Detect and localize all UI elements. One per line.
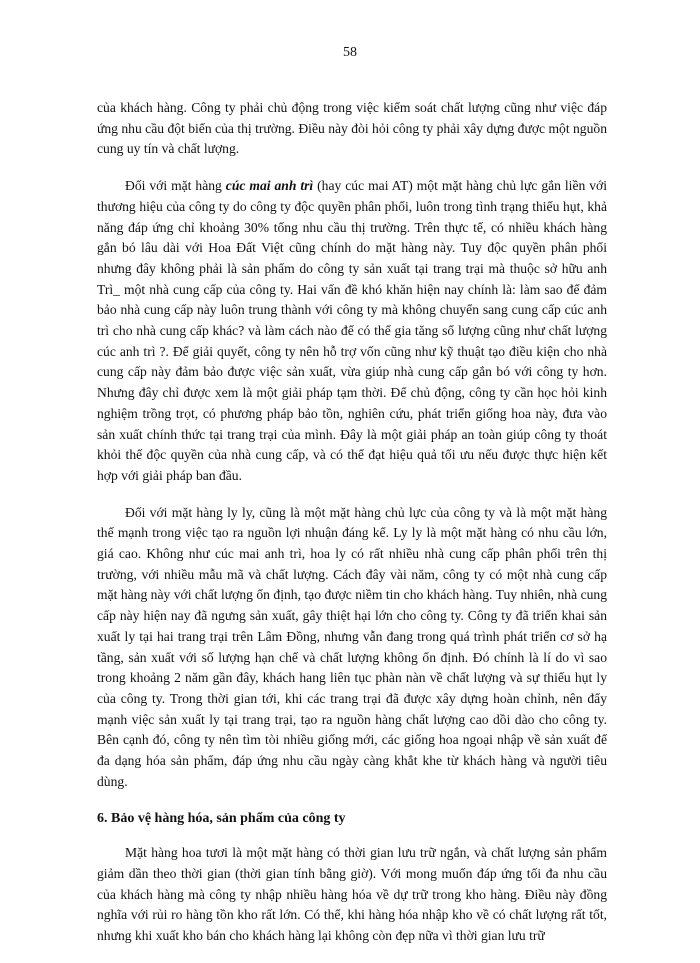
paragraph-2 [97, 176, 607, 487]
paragraph-4: Mặt hàng hoa tươi là một mặt hàng có thời gian lưu trữ ngắn, và chất lượng sản phẩm giảm dần theo thời gian (thời gian tính bằng giờ). Với mong muốn đáp ứng tối đa nhu cầu của khách hàng mà công ty nhập nhiều hàng hóa về dự trữ trong kho hàng. Điều này đồng nghĩa với rủi ro hàng tồn kho rất lớn. Có thể, khi hàng hóa nhập kho về có chất lượng rất tốt, nhưng khi xuất kho bán cho khách hàng lại không còn đẹp nữa vì thời gian lưu trữ [97, 845, 607, 944]
document-body [97, 98, 607, 963]
paragraph-3: Đối với mặt hàng ly ly, cũng là một mặt hàng chủ lực của công ty và là một mặt hàng thế mạnh trong việc tạo ra nguồn lợi nhuận đáng kể. Ly ly là một mặt hàng có nhu cầu lớn, giá cao. Không như cúc mai anh trì, hoa ly có rất nhiều nhà cung cấp phân phối trên thị trường, với nhiều mẫu mã và chất lượng. Cách đây vài năm, công ty có một nhà cung cấp mặt hàng này với chất lượng ổn định, tạo được niềm tin cho khách hàng. Tuy nhiên, nhà cung cấp này hiện nay đã ngưng sản xuất, gây thiệt hại lớn cho công ty. Công ty đã triển khai sản xuất ly tại hai trang trại trên Lâm Đồng, nhưng vẫn đang trong quá trình phát triển cơ sở hạ tầng, sản xuất với số lượng hạn chế và chất lượng không ổn định. Đó chính là lí do vì sao trong khoảng 2 năm gần đây, khách hang liên tục phàn nàn về chất lượng và sự thiếu hụt ly của công ty. Trong thời gian tới, khi các trang trại đã được xây dựng hoàn chỉnh, nên đẩy mạnh việc sản xuất ly tại trang trại, tạo ra nguồn hàng chất lượng cao dồi dào cho công ty. Bên cạnh đó, công ty nên tìm tòi nhiều giống mới, các giống hoa ngoại nhập về sản xuất để đa dạng hóa sản phẩm, đáp ứng nhu cầu ngày càng khắt khe từ khách hàng và người tiêu dùng. [97, 504, 607, 789]
paragraph-2-rest: (hay cúc mai AT) một mặt hàng chủ lực gắn liền với thương hiệu của công ty do công ty độc quyền phân phối, luôn trong tình trạng thiếu hụt, khả năng đáp ứng chỉ khoảng 30% tổng nhu cầu thị trường. Trên thực tế, có nhiều khách hàng gắn bó lâu dài với Hoa Đất Việt cũng chính do mặt hàng này. Tuy độc quyền phân phối nhưng đây không phải là sản phẩm do công ty sản xuất tại trang trại mà thuộc sở hữu anh Trì_ một nhà cung cấp của công ty. Hai vấn đề khó khăn hiện nay chính là: làm sao để đảm bảo nhà cung cấp này luôn trung thành với công ty mà không chuyển sang cung cấp cúc anh trì cho nhà cung cấp khác? và làm cách nào để có thể gia tăng số lượng cũng như chất lượng cúc anh trì ?. Để giải quyết, công ty nên hỗ trợ vốn cũng như kỹ thuật tạo điều kiện cho nhà cung cấp này đảm bảo được việc sản xuất, vừa giúp nhà cung cấp gắn bó với công ty hơn. Nhưng đây chỉ được xem là một giải pháp tạm thời. Để chủ động, công ty cần học hỏi kinh nghiệm trồng trọt, có phương pháp bảo tồn, nghiên cứu, phát triển giống hoa này, đưa vào sản xuất chính thức tại trang trại của mình. Đây là một giải pháp an toàn giúp công ty thoát khỏi thế độc quyền của nhà cung cấp, và có thể đạt hiệu quả tối ưu nếu được thực hiện kết hợp với giải pháp ban đầu. [97, 178, 608, 483]
page-number: 58 [343, 45, 357, 60]
paragraph-2-lead: Đối với mặt hàng [125, 178, 226, 194]
paragraph-1: của khách hàng. Công ty phải chủ động trong việc kiểm soát chất lượng cũng như việc đáp ứng nhu cầu đột biến của thị trường. Điều này đòi hỏi công ty phải xây dựng được một nguồn cung uy tín và chất lượng. [97, 100, 607, 157]
emphasis-product-name: cúc mai anh trì [225, 178, 314, 194]
section-heading: 6. Bảo vệ hàng hóa, sản phẩm của công ty [97, 810, 346, 826]
